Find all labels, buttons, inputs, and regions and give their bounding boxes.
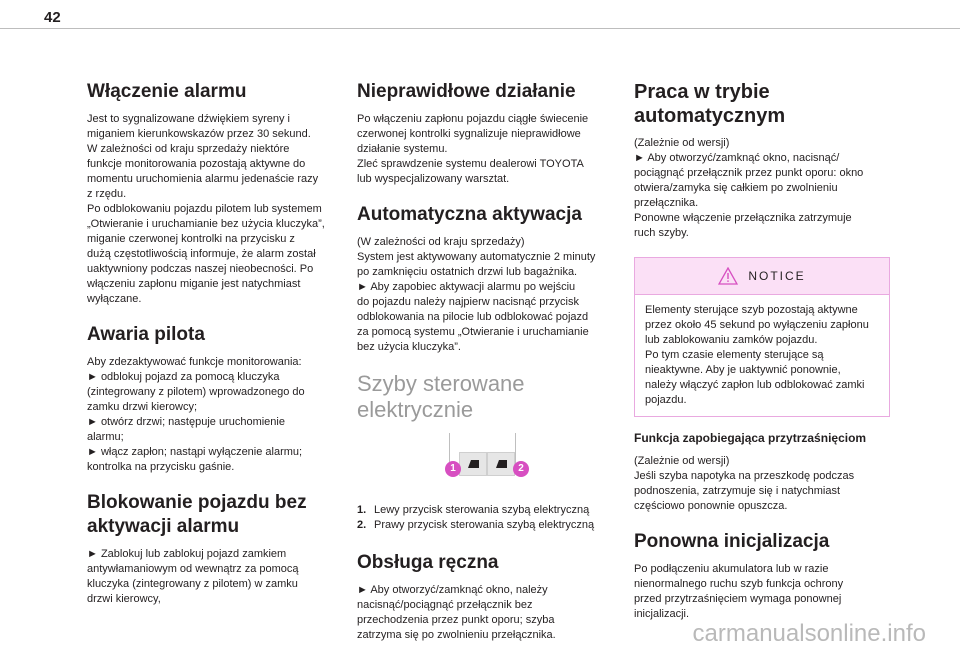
auto-activation-heading: Automatyczna aktywacja [357,204,582,225]
pilot-text: Aby zdezaktywować funkcje monitorowania: ► odblokuj pojazd za pomocą kluczyka (zintegrowany z pilotem) wprowadzonego do zamku drzwi kierowcy; ► otwórz drzwi; następuje uruchomienie alarmu; ► włącz zapłon; nastąpi wyłączenie alarmu; kontrolka na przycisku gaśnie. [87,356,305,473]
window-switch-icon [466,459,480,469]
manual-text: ► Aby otworzyć/zamknąć okno, należy nacisnąć/pociągnąć przełącznik bez przechodzenia przez punkt oporu; szyba zatrzyma się po zwolnieniu przełącznika. [357,584,556,641]
notice-box [634,257,890,417]
list-item: 2. Prawy przycisk sterowania szybą elektryczną [357,519,595,531]
notice-title: NOTICE [748,269,806,283]
left-window-switch [459,452,487,476]
watermark: carmanualsonline.info [692,620,926,647]
switch-legend-list [357,503,625,533]
warning-triangle-icon [718,267,738,285]
section-alarm [87,80,355,307]
windows-chapter-title: Szyby sterowane elektrycznie [357,371,525,422]
page-number: 42 [44,9,61,26]
column-left [87,80,355,623]
lock-text: ► Zablokuj lub zablokuj pojazd zamkiem antywłamaniowym od wewnątrz za pomocą kluczyka (zintegrowany z pilotem) w zamku drzwi kierowcy, [87,548,299,605]
auto-activation-text: (W zależności od kraju sprzedaży) System jest aktywowany automatycznie 2 minuty po zamknięciu ostatnich drzwi lub bagażnika. ► Aby zapobiec aktywacji alarmu po wejściu do pojazdu należy najpierw nacisnąć przycisk odblokowania na pilocie lub odblokować pojazd za pomocą systemu „Otwieranie i uruchamianie bez użycia kluczyka”. [357,236,596,353]
manual-heading: Obsługa ręczna [357,552,499,573]
auto-mode-heading: Praca w trybie automatycznym [634,81,786,127]
section-auto-mode [634,80,890,241]
alarm-heading: Włączenie alarmu [87,81,247,102]
auto-mode-text: (Zależnie od wersji) ► Aby otworzyć/zamknąć okno, nacisnąć/ pociągnąć przełącznik przez punkt oporu: okno otwiera/zamyka się całkiem po zwolnieniu przełącznika. Ponowne włączenie przełącznika zatrzymuje ruch szyby. [634,137,864,239]
lock-heading: Blokowanie pojazdu bez aktywacji alarmu [87,492,307,537]
section-malfunction [357,80,625,187]
notice-text: Elementy sterujące szyb pozostają aktywne przez około 45 sekund po wyłączeniu zapłonu lub zablokowaniu zamków pojazdu. Po tym czasie elementy sterujące są nieaktywne. Aby je uaktywnić ponownie, należy włączyć zapłon lub odblokować zamki pojazdu. [645,304,869,406]
column-middle [357,80,625,659]
callout-badge-2: 2 [513,461,529,477]
alarm-text: Jest to sygnalizowane dźwiękiem syreny i miganiem kierunkowskazów przez 30 sekund. W zależności od kraju sprzedaży niektóre funkcje monitorowania pozostają aktywne do momentu uruchomienia alarmu jedenaście razy z rzędu. Po odblokowaniu pojazdu pilotem lub systemem „Otwieranie i uruchamianie bez użycia kluczyka”, miganie czerwonej kontrolki na przycisku z dużą częstotliwością informuje, że alarm został uaktywniony podczas naszej nieobecności. Po włączeniu zapłonu miganie jest natychmiast wyłączane. [87,113,325,305]
top-divider [0,28,960,29]
pilot-heading: Awaria pilota [87,324,205,345]
window-switch-icon [494,459,508,469]
reinit-text: Po podłączeniu akumulatora lub w razie nienormalnego ruchu szyb funkcja ochrony przed przytrzaśnięciem wymaga ponownej inicjalizacji. [634,563,844,620]
anti-pinch-heading: Funkcja zapobiegająca przytrzaśnięciom [634,431,867,445]
notice-header [635,258,889,295]
list-item: 1. Lewy przycisk sterowania szybą elektryczną [357,504,590,516]
section-reinit [634,530,890,622]
right-window-switch [487,452,515,476]
column-right [634,80,890,638]
reinit-heading: Ponowna inicjalizacja [634,531,830,552]
section-pilot-failure [87,323,355,475]
callout-badge-1: 1 [445,461,461,477]
section-manual [357,551,625,643]
section-lock-without-alarm [87,491,355,607]
anti-pinch-text: (Zależnie od wersji) Jeśli szyba napotyka na przeszkodę podczas podnoszenia, zatrzymuje się i natychmiast częściowo ponownie opuszcza. [634,455,855,512]
malfunction-heading: Nieprawidłowe działanie [357,81,576,102]
section-auto-activation [357,203,625,355]
window-switch-illustration [357,433,625,491]
malfunction-text: Po włączeniu zapłonu pojazdu ciągłe świecenie czerwonej kontrolki sygnalizuje nieprawidłowe działanie systemu. Zleć sprawdzenie systemu dealerowi TOYOTA lub wyspecjalizowany warsztat. [357,113,589,185]
section-anti-pinch [634,431,890,514]
notice-body [635,295,889,416]
